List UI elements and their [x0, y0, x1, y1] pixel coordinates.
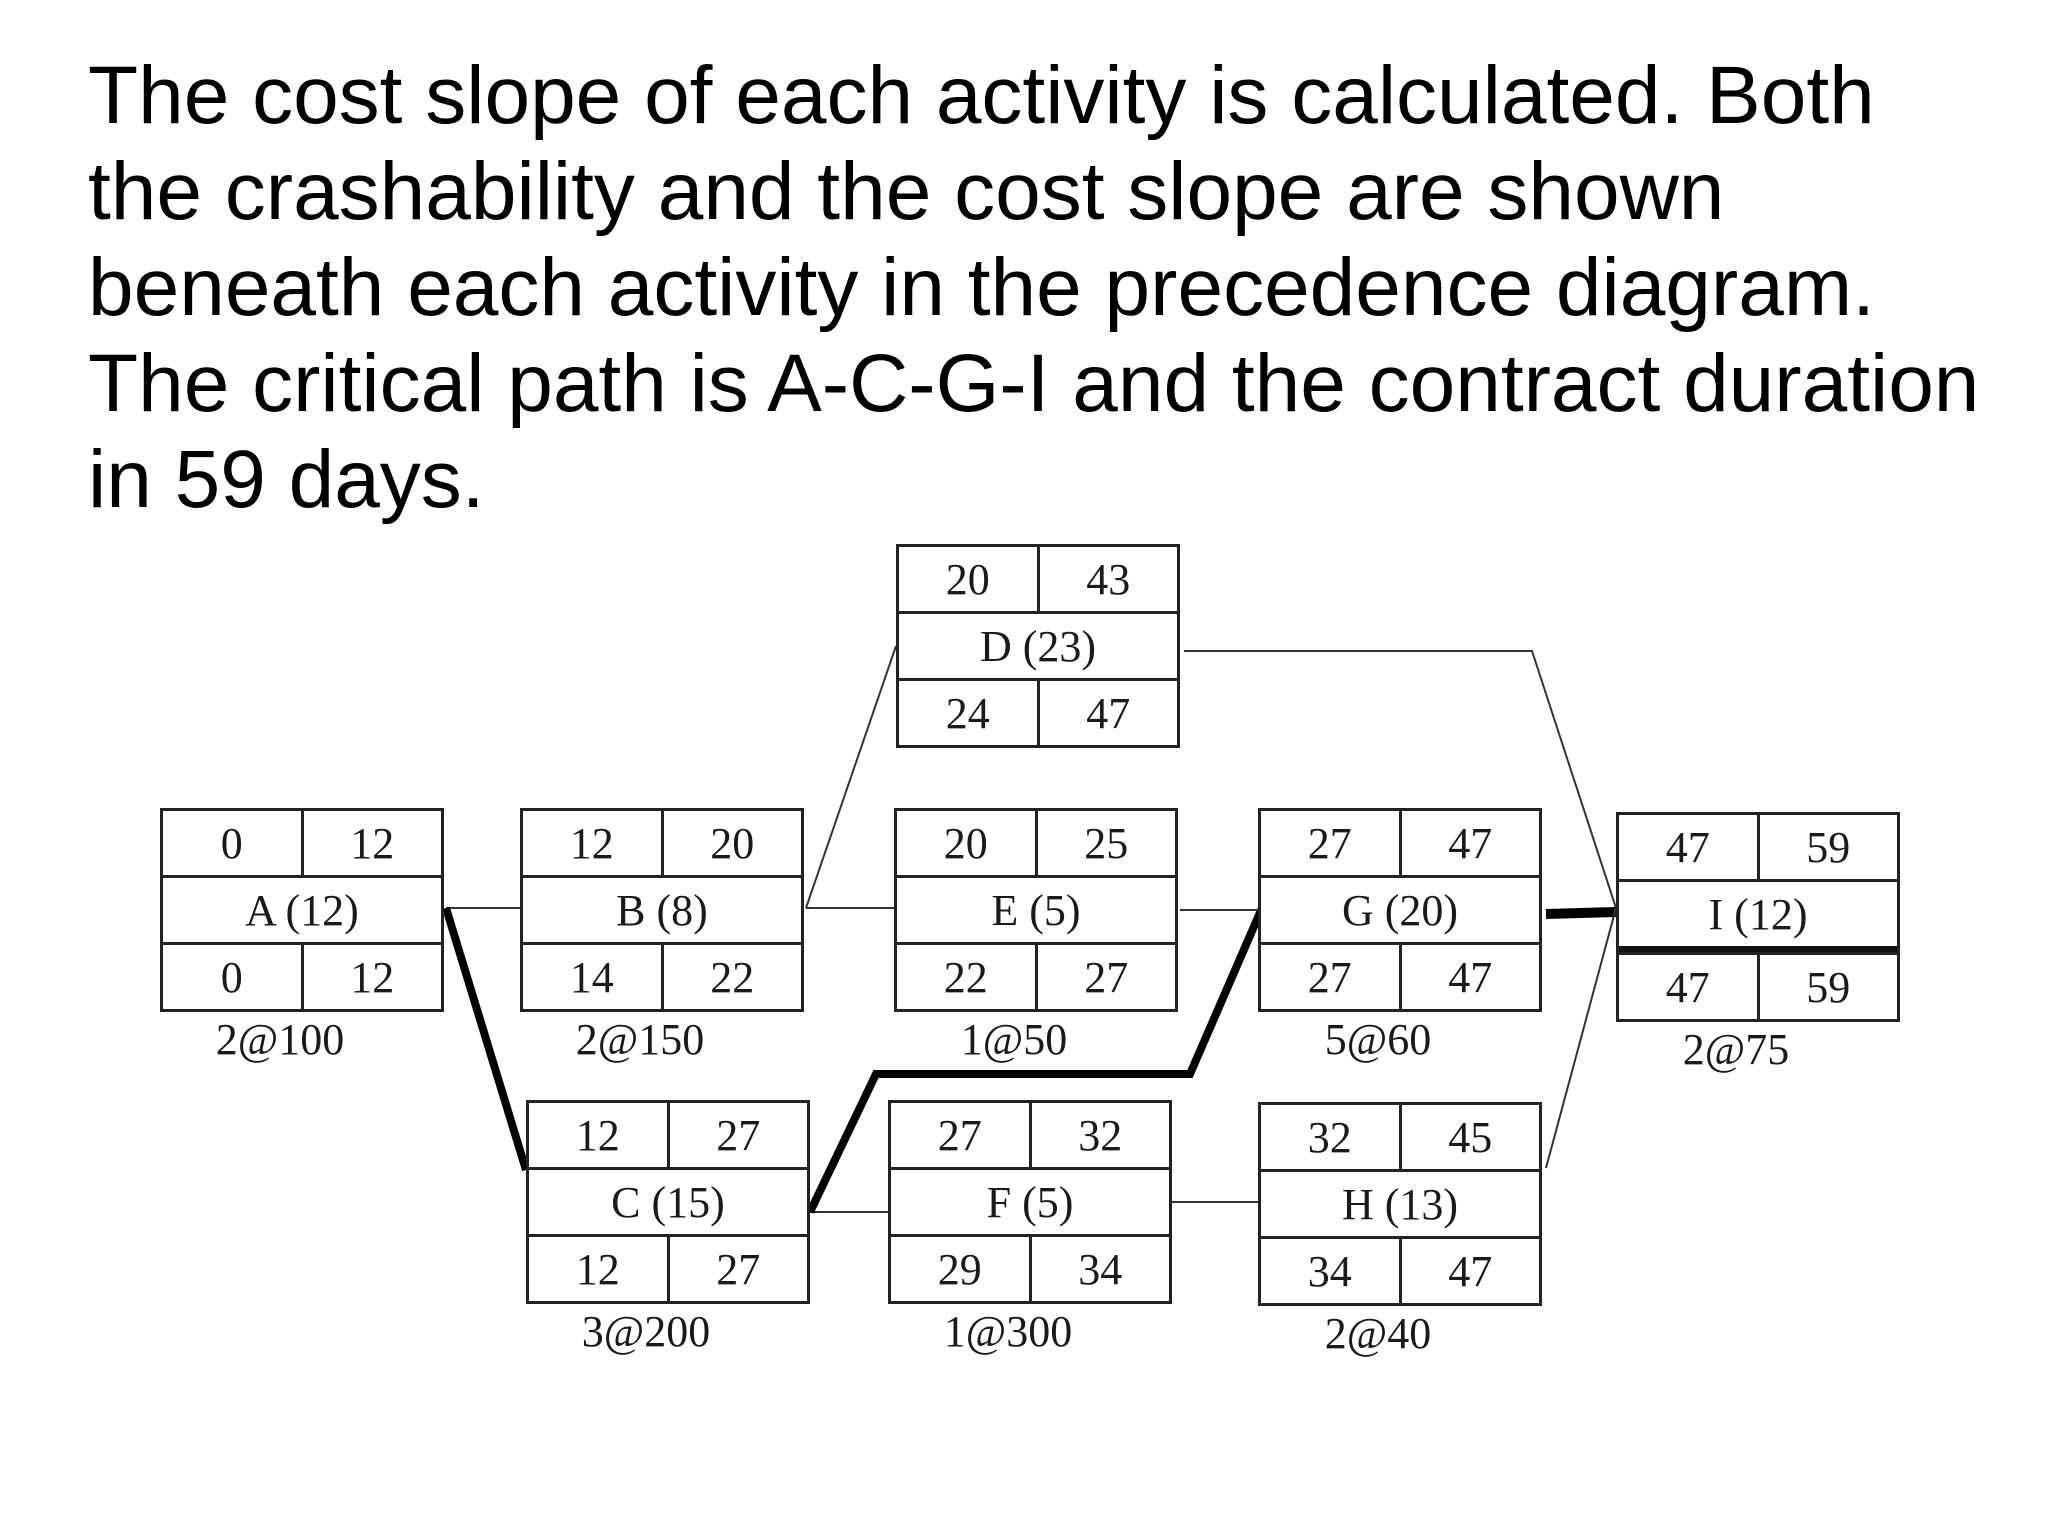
activity-node-i	[1616, 812, 1900, 1075]
early-start: 20	[945, 554, 990, 604]
activity-label: C (15)	[611, 1177, 725, 1227]
activity-label: A (12)	[245, 885, 359, 935]
early-finish: 32	[1029, 1103, 1170, 1167]
late-start: 34	[1307, 1246, 1352, 1296]
cost-slope: 2@150	[575, 1015, 705, 1064]
late-finish: 34	[1029, 1237, 1170, 1301]
activity-box-b	[520, 808, 804, 1012]
activity-label: G (20)	[1341, 885, 1459, 935]
late-finish: 27	[667, 1237, 808, 1301]
cost-slope: 2@75	[1682, 1025, 1790, 1074]
activity-node-b	[520, 808, 804, 1065]
link-h-i	[1546, 908, 1616, 1168]
early-start: 27	[1307, 818, 1352, 868]
early-start: 32	[1307, 1112, 1352, 1162]
activity-node-c	[526, 1100, 810, 1357]
activity-label: I (12)	[1708, 889, 1808, 939]
activity-box-a	[160, 808, 444, 1012]
activity-node-h	[1258, 1102, 1542, 1359]
early-start: 47	[1665, 822, 1710, 872]
description-paragraph: The cost slope of each activity is calculated. Both the crashability and the cost slope are shown beneath each activity in the precedence diagram. The critical path is A-C-G-I and the contract duration in 59 days.	[88, 50, 1980, 525]
activity-box-g	[1258, 808, 1542, 1012]
late-start: 27	[1307, 952, 1352, 1002]
activity-box-h	[1258, 1102, 1542, 1306]
early-start: 12	[569, 818, 614, 868]
activity-box-f	[888, 1100, 1172, 1304]
activity-node-f	[888, 1100, 1172, 1357]
activity-node-a	[160, 808, 444, 1065]
activity-label: B (8)	[616, 885, 708, 935]
early-finish: 20	[661, 811, 802, 875]
late-start: 24	[945, 688, 990, 738]
early-finish: 25	[1035, 811, 1176, 875]
cost-slope: 2@40	[1324, 1309, 1432, 1358]
activity-label: F (5)	[986, 1177, 1074, 1227]
activity-box-c	[526, 1100, 810, 1304]
early-start: 12	[575, 1110, 620, 1160]
link-g-i	[1546, 912, 1616, 914]
late-start: 12	[575, 1244, 620, 1294]
activity-box-i	[1616, 812, 1900, 1022]
cost-slope: 1@300	[943, 1307, 1073, 1356]
early-start: 20	[943, 818, 988, 868]
late-start: 14	[569, 952, 614, 1002]
early-finish: 47	[1399, 811, 1540, 875]
early-finish: 59	[1757, 815, 1898, 879]
cost-slope: 3@200	[581, 1307, 711, 1356]
early-start: 0	[220, 818, 243, 868]
early-finish: 27	[667, 1103, 808, 1167]
late-start: 22	[943, 952, 988, 1002]
cost-slope: 2@100	[215, 1015, 345, 1064]
late-start: 0	[220, 952, 243, 1002]
activity-label: E (5)	[991, 885, 1081, 935]
activity-box-d	[896, 544, 1180, 748]
late-finish: 47	[1399, 945, 1540, 1009]
late-finish: 47	[1037, 681, 1178, 745]
late-start: 47	[1665, 962, 1710, 1012]
cost-slope: 5@60	[1324, 1015, 1432, 1064]
late-finish: 59	[1757, 955, 1898, 1019]
late-finish: 27	[1035, 945, 1176, 1009]
late-finish: 47	[1399, 1239, 1540, 1303]
activity-label: H (13)	[1341, 1179, 1459, 1229]
activity-box-e	[894, 808, 1178, 1012]
link-a-c	[446, 908, 526, 1170]
early-finish: 43	[1037, 547, 1178, 611]
early-start: 27	[937, 1110, 982, 1160]
link-b-d	[806, 646, 896, 908]
late-start: 29	[937, 1244, 982, 1294]
activity-node-d	[896, 544, 1180, 748]
early-finish: 45	[1399, 1105, 1540, 1169]
cost-slope: 1@50	[960, 1015, 1068, 1064]
late-finish: 12	[301, 945, 442, 1009]
activity-label: D (23)	[979, 621, 1097, 671]
early-finish: 12	[301, 811, 442, 875]
late-finish: 22	[661, 945, 802, 1009]
activity-node-g	[1258, 808, 1542, 1065]
activity-node-e	[894, 808, 1178, 1065]
